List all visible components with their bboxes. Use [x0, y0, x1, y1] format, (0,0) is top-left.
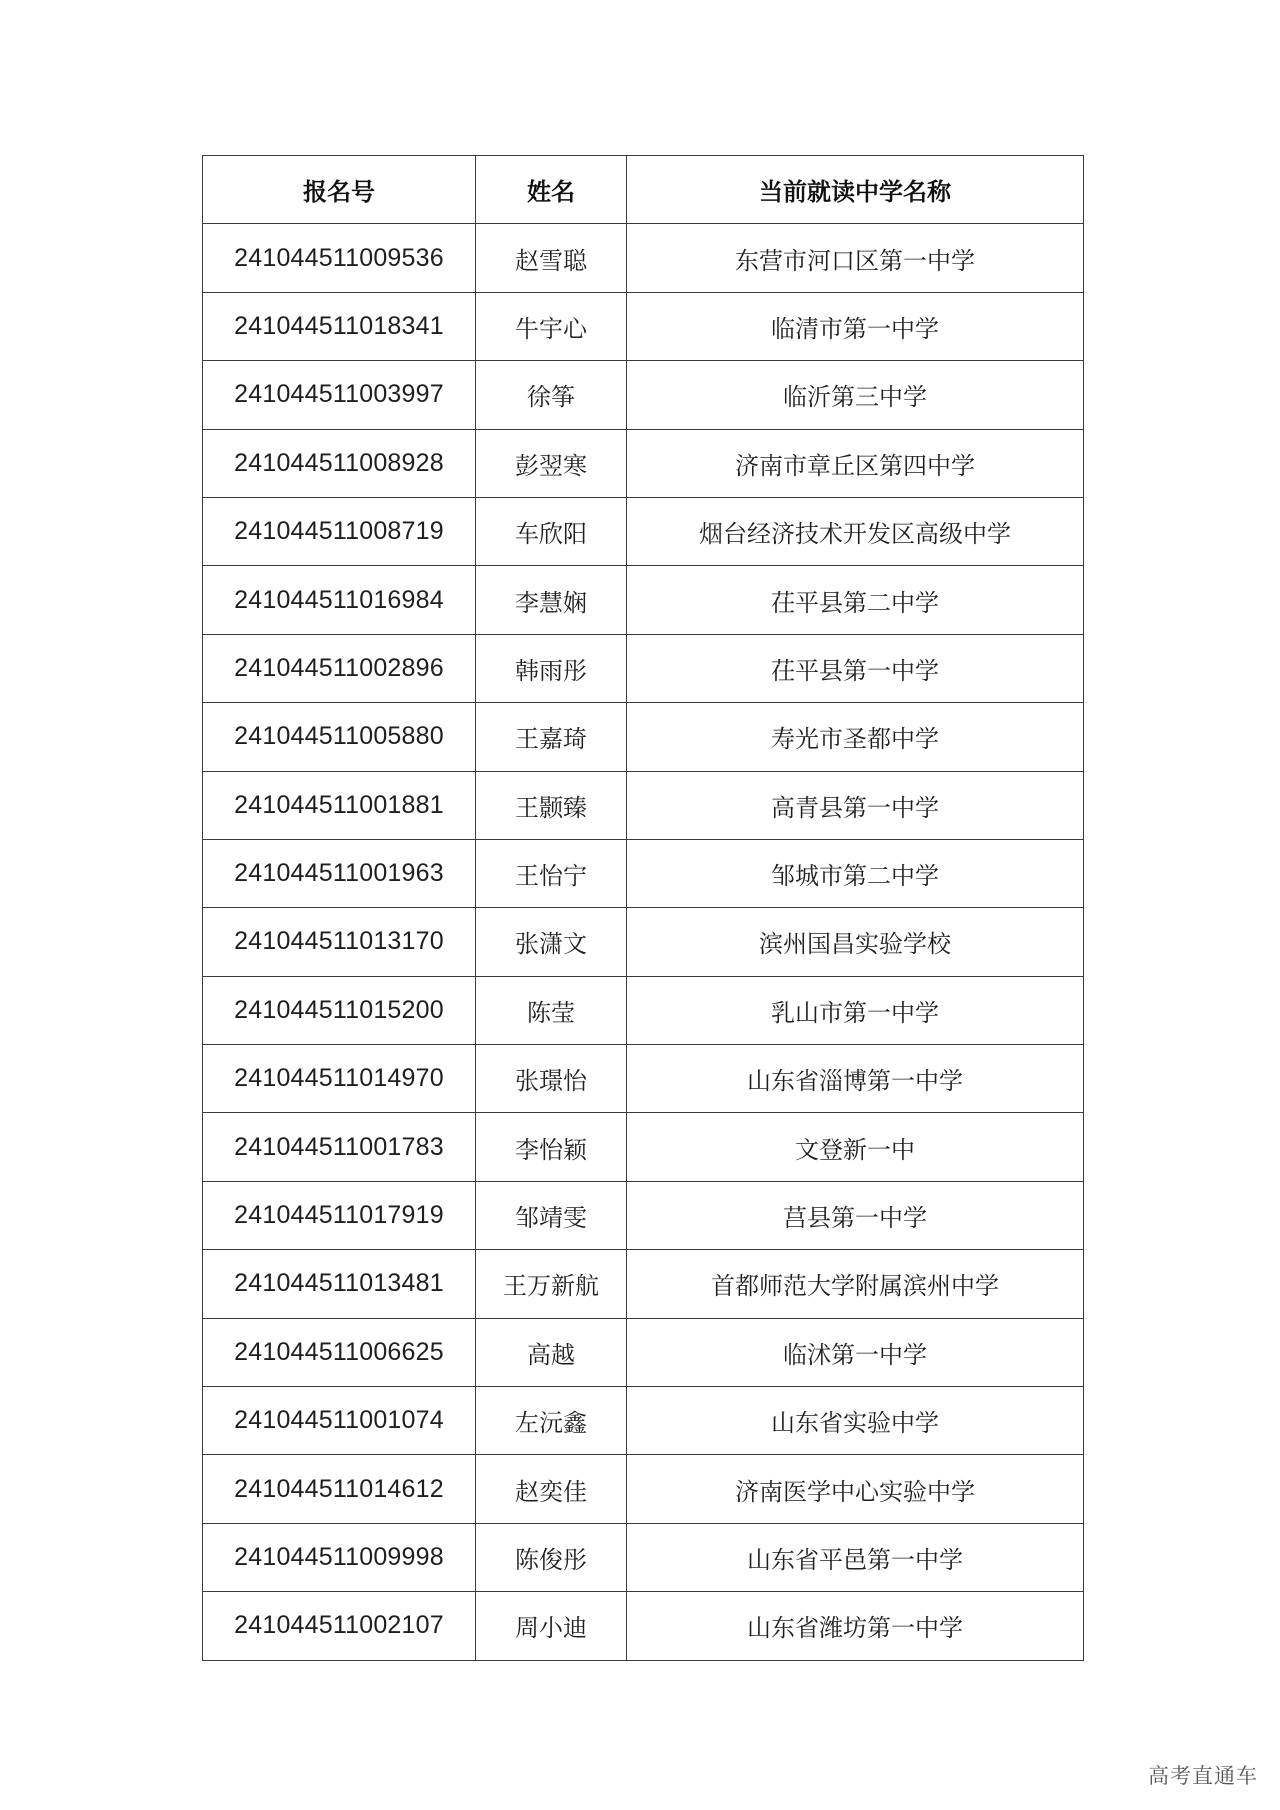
table-row: [203, 429, 1084, 497]
school-cell: 济南医学中心实验中学: [627, 1455, 1084, 1523]
table-row: [203, 703, 1084, 771]
registration-no-cell: 241044511001963: [203, 839, 476, 907]
school-cell: 山东省潍坊第一中学: [627, 1592, 1084, 1660]
registration-no-cell: 241044511014970: [203, 1045, 476, 1113]
name-cell: 牛宇心: [476, 292, 627, 360]
school-cell: 高青县第一中学: [627, 771, 1084, 839]
registration-no-cell: 241044511009536: [203, 224, 476, 292]
school-cell: 茌平县第一中学: [627, 634, 1084, 702]
name-cell: 左沅鑫: [476, 1387, 627, 1455]
table-row: [203, 1387, 1084, 1455]
registration-no-cell: 241044511001074: [203, 1387, 476, 1455]
watermark-text: 高考直通车: [1148, 1764, 1258, 1788]
registration-no-cell: 241044511018341: [203, 292, 476, 360]
table-row: [203, 361, 1084, 429]
school-cell: 烟台经济技术开发区高级中学: [627, 497, 1084, 565]
school-cell: 茌平县第二中学: [627, 566, 1084, 634]
table-row: [203, 566, 1084, 634]
table-row: [203, 1250, 1084, 1318]
name-cell: 李慧娴: [476, 566, 627, 634]
table-row: [203, 1113, 1084, 1181]
name-cell: 李怡颖: [476, 1113, 627, 1181]
registration-no-cell: 241044511016984: [203, 566, 476, 634]
table-row: [203, 839, 1084, 907]
school-cell: 乳山市第一中学: [627, 976, 1084, 1044]
table-row: [203, 1318, 1084, 1386]
name-cell: 赵雪聪: [476, 224, 627, 292]
school-cell: 首都师范大学附属滨州中学: [627, 1250, 1084, 1318]
school-cell: 山东省淄博第一中学: [627, 1045, 1084, 1113]
registration-no-cell: 241044511002896: [203, 634, 476, 702]
name-cell: 周小迪: [476, 1592, 627, 1660]
name-cell: 赵奕佳: [476, 1455, 627, 1523]
registration-no-cell: 241044511003997: [203, 361, 476, 429]
table-row: [203, 1455, 1084, 1523]
school-cell: 济南市章丘区第四中学: [627, 429, 1084, 497]
school-cell: 滨州国昌实验学校: [627, 908, 1084, 976]
school-cell: 文登新一中: [627, 1113, 1084, 1181]
table-row: [203, 292, 1084, 360]
table-row: [203, 497, 1084, 565]
name-cell: 车欣阳: [476, 497, 627, 565]
school-cell: 寿光市圣都中学: [627, 703, 1084, 771]
name-cell: 韩雨彤: [476, 634, 627, 702]
header-registration-no: 报名号: [203, 156, 476, 224]
name-cell: 王万新航: [476, 1250, 627, 1318]
table-row: [203, 1523, 1084, 1591]
table-row: [203, 1045, 1084, 1113]
header-school: 当前就读中学名称: [627, 156, 1084, 224]
name-cell: 王颢臻: [476, 771, 627, 839]
table-row: [203, 634, 1084, 702]
registration-no-cell: 241044511013170: [203, 908, 476, 976]
registration-no-cell: 241044511017919: [203, 1181, 476, 1249]
table-row: [203, 771, 1084, 839]
registration-no-cell: 241044511006625: [203, 1318, 476, 1386]
name-cell: 高越: [476, 1318, 627, 1386]
registration-no-cell: 241044511008719: [203, 497, 476, 565]
registration-no-cell: 241044511013481: [203, 1250, 476, 1318]
school-cell: 莒县第一中学: [627, 1181, 1084, 1249]
admission-table: [202, 155, 1084, 1661]
name-cell: 王嘉琦: [476, 703, 627, 771]
name-cell: 徐筝: [476, 361, 627, 429]
name-cell: 王怡宁: [476, 839, 627, 907]
name-cell: 彭翌寒: [476, 429, 627, 497]
table-header-row: [203, 156, 1084, 224]
name-cell: 张潇文: [476, 908, 627, 976]
name-cell: 邹靖雯: [476, 1181, 627, 1249]
table-row: [203, 976, 1084, 1044]
school-cell: 临沂第三中学: [627, 361, 1084, 429]
table-row: [203, 1181, 1084, 1249]
registration-no-cell: 241044511005880: [203, 703, 476, 771]
name-cell: 张璟怡: [476, 1045, 627, 1113]
school-cell: 山东省实验中学: [627, 1387, 1084, 1455]
registration-no-cell: 241044511008928: [203, 429, 476, 497]
name-cell: 陈俊彤: [476, 1523, 627, 1591]
school-cell: 临沭第一中学: [627, 1318, 1084, 1386]
registration-no-cell: 241044511001881: [203, 771, 476, 839]
table-row: [203, 1592, 1084, 1660]
registration-no-cell: 241044511002107: [203, 1592, 476, 1660]
table-row: [203, 224, 1084, 292]
school-cell: 东营市河口区第一中学: [627, 224, 1084, 292]
school-cell: 临清市第一中学: [627, 292, 1084, 360]
name-cell: 陈莹: [476, 976, 627, 1044]
table-row: [203, 908, 1084, 976]
school-cell: 邹城市第二中学: [627, 839, 1084, 907]
school-cell: 山东省平邑第一中学: [627, 1523, 1084, 1591]
registration-no-cell: 241044511001783: [203, 1113, 476, 1181]
registration-no-cell: 241044511009998: [203, 1523, 476, 1591]
registration-no-cell: 241044511015200: [203, 976, 476, 1044]
header-name: 姓名: [476, 156, 627, 224]
registration-no-cell: 241044511014612: [203, 1455, 476, 1523]
